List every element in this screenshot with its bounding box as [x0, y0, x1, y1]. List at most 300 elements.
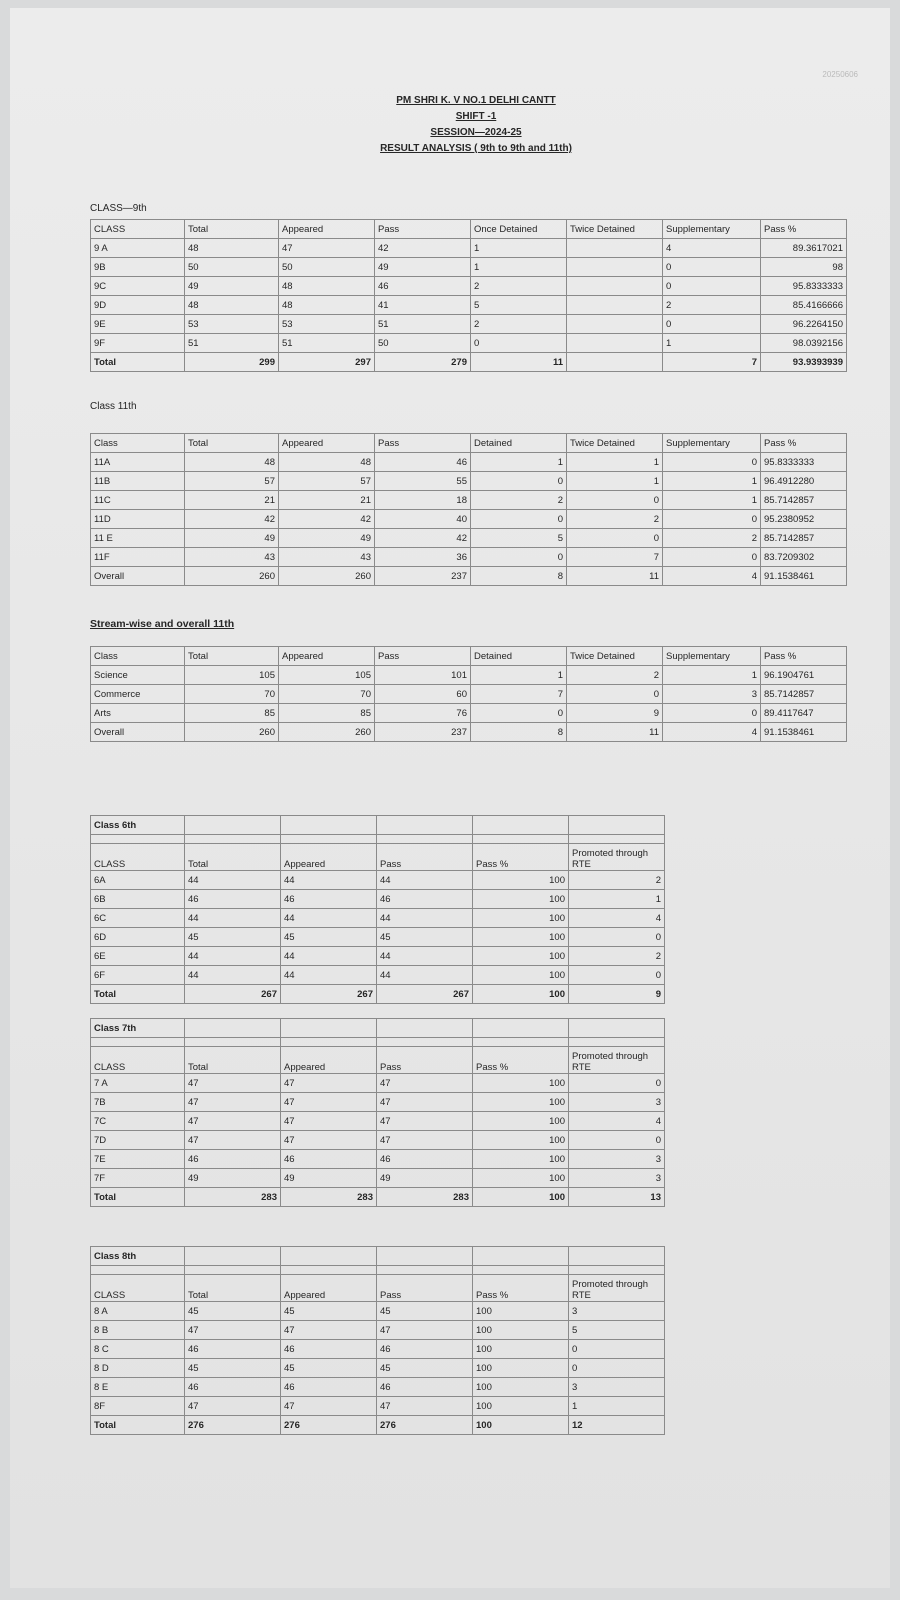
- empty-cell: [569, 835, 665, 844]
- empty-cell: [569, 1019, 665, 1038]
- empty-cell: [281, 1247, 377, 1266]
- table-cell: 57: [279, 472, 375, 491]
- table-row: [91, 1302, 665, 1321]
- table-cell: 6B: [91, 890, 185, 909]
- table-row: [91, 1359, 665, 1378]
- column-header: CLASS: [91, 1047, 185, 1074]
- class11-table: [90, 433, 847, 586]
- table-row: [91, 453, 847, 472]
- class7-table: [90, 1018, 665, 1207]
- column-header: Pass: [375, 647, 471, 666]
- table-cell: 7D: [91, 1131, 185, 1150]
- stream-section: [90, 618, 847, 742]
- table-cell: 89.4117647: [761, 704, 847, 723]
- table-cell: 46: [377, 890, 473, 909]
- table-row: [91, 1378, 665, 1397]
- table-cell: 47: [377, 1321, 473, 1340]
- table-cell: 46: [375, 453, 471, 472]
- table-cell: 46: [281, 1378, 377, 1397]
- empty-cell: [473, 1019, 569, 1038]
- table-cell: 89.3617021: [761, 239, 847, 258]
- total-cell: 100: [473, 1188, 569, 1207]
- table-cell: 11B: [91, 472, 185, 491]
- table-cell: 100: [473, 1112, 569, 1131]
- table-cell: 48: [279, 296, 375, 315]
- column-header: Twice Detained: [567, 220, 663, 239]
- table-cell: 8 C: [91, 1340, 185, 1359]
- table-cell: 70: [279, 685, 375, 704]
- table-cell: 47: [185, 1093, 281, 1112]
- table-row: [91, 723, 847, 742]
- total-cell: 283: [185, 1188, 281, 1207]
- column-header: Pass %: [473, 844, 569, 871]
- table-cell: 0: [567, 529, 663, 548]
- table-cell: 42: [375, 239, 471, 258]
- spacer-row: [91, 1038, 665, 1047]
- table-cell: 260: [279, 567, 375, 586]
- total-row: [91, 1416, 665, 1435]
- table-cell: 0: [569, 928, 665, 947]
- caption-row: [91, 1019, 665, 1038]
- table-cell: 51: [279, 334, 375, 353]
- empty-cell: [185, 1019, 281, 1038]
- table-cell: 49: [185, 277, 279, 296]
- table-cell: 46: [281, 890, 377, 909]
- total-cell: 11: [471, 353, 567, 372]
- table-cell: 50: [279, 258, 375, 277]
- table-cell: 6A: [91, 871, 185, 890]
- table-cell: 44: [185, 871, 281, 890]
- table-cell: 49: [281, 1169, 377, 1188]
- table-cell: 50: [185, 258, 279, 277]
- column-header: Total: [185, 434, 279, 453]
- table-row: [91, 1131, 665, 1150]
- empty-cell: [569, 1247, 665, 1266]
- table-row: [91, 1074, 665, 1093]
- table-cell: 1: [471, 453, 567, 472]
- empty-cell: [185, 1247, 281, 1266]
- total-cell: 297: [279, 353, 375, 372]
- table-cell: 9C: [91, 277, 185, 296]
- column-header: Total: [185, 220, 279, 239]
- table-cell: 45: [281, 928, 377, 947]
- table-cell: 11: [567, 567, 663, 586]
- table-cell: 101: [375, 666, 471, 685]
- table-cell: 1: [567, 472, 663, 491]
- table-cell: 3: [569, 1150, 665, 1169]
- table-row: [91, 510, 847, 529]
- column-header: Total: [185, 1275, 281, 1302]
- table-cell: 100: [473, 1321, 569, 1340]
- column-header: Class: [91, 434, 185, 453]
- empty-cell: [185, 1266, 281, 1275]
- total-cell: 267: [281, 985, 377, 1004]
- table-cell: 6E: [91, 947, 185, 966]
- table-cell: 42: [375, 529, 471, 548]
- class9-caption: CLASS—9th: [90, 203, 147, 214]
- table-cell: 3: [569, 1169, 665, 1188]
- table-row: [91, 277, 847, 296]
- table-cell: 45: [377, 928, 473, 947]
- table-cell: Arts: [91, 704, 185, 723]
- table-cell: 1: [663, 334, 761, 353]
- empty-cell: [569, 1038, 665, 1047]
- total-row: [91, 353, 847, 372]
- table-cell: 46: [281, 1340, 377, 1359]
- table-cell: 46: [377, 1378, 473, 1397]
- empty-cell: [377, 1247, 473, 1266]
- spacer-row: [91, 1266, 665, 1275]
- header-row: [91, 434, 847, 453]
- table-cell: 100: [473, 1131, 569, 1150]
- empty-cell: [281, 816, 377, 835]
- table-row: [91, 890, 665, 909]
- table-cell: 11A: [91, 453, 185, 472]
- table-cell: 47: [377, 1112, 473, 1131]
- column-header: Detained: [471, 647, 567, 666]
- table-cell: 8: [471, 567, 567, 586]
- table-row: [91, 1169, 665, 1188]
- class9-table: [90, 219, 847, 372]
- table-cell: 0: [471, 704, 567, 723]
- table-cell: 48: [279, 277, 375, 296]
- total-cell: 276: [281, 1416, 377, 1435]
- table-cell: 47: [185, 1321, 281, 1340]
- total-cell: 100: [473, 1416, 569, 1435]
- table-cell: 85.7142857: [761, 529, 847, 548]
- table-cell: 8 D: [91, 1359, 185, 1378]
- table-cell: 44: [281, 966, 377, 985]
- table-cell: 51: [375, 315, 471, 334]
- table-cell: 100: [473, 1169, 569, 1188]
- table-cell: 1: [471, 239, 567, 258]
- table-cell: 0: [663, 315, 761, 334]
- table-cell: 3: [569, 1302, 665, 1321]
- column-header: Appeared: [281, 1275, 377, 1302]
- table-cell: 9: [567, 704, 663, 723]
- column-header: Total: [185, 647, 279, 666]
- table-cell: [567, 315, 663, 334]
- table-cell: 4: [569, 909, 665, 928]
- table-cell: 18: [375, 491, 471, 510]
- empty-cell: [91, 1038, 185, 1047]
- total-cell: 13: [569, 1188, 665, 1207]
- table-cell: 40: [375, 510, 471, 529]
- header-row: [91, 220, 847, 239]
- table-cell: 21: [185, 491, 279, 510]
- table-cell: Science: [91, 666, 185, 685]
- table-row: [91, 1093, 665, 1112]
- table-row: [91, 704, 847, 723]
- table-cell: 1: [663, 491, 761, 510]
- table-row: [91, 472, 847, 491]
- table-cell: 100: [473, 966, 569, 985]
- table-cell: 44: [377, 966, 473, 985]
- total-cell: 93.9393939: [761, 353, 847, 372]
- table-cell: 1: [569, 890, 665, 909]
- table-cell: 45: [377, 1302, 473, 1321]
- table-cell: 47: [377, 1093, 473, 1112]
- table-cell: 44: [377, 871, 473, 890]
- table-cell: 46: [281, 1150, 377, 1169]
- table-cell: 49: [375, 258, 471, 277]
- empty-cell: [377, 1019, 473, 1038]
- column-header: Once Detained: [471, 220, 567, 239]
- total-cell: Total: [91, 1188, 185, 1207]
- header-row: [91, 647, 847, 666]
- table-cell: 0: [569, 1131, 665, 1150]
- spacer-row: [91, 835, 665, 844]
- table-cell: 0: [569, 966, 665, 985]
- empty-cell: [281, 835, 377, 844]
- table-row: [91, 947, 665, 966]
- table-cell: 260: [279, 723, 375, 742]
- table-cell: 47: [281, 1074, 377, 1093]
- table-cell: 91.1538461: [761, 567, 847, 586]
- table-cell: 260: [185, 567, 279, 586]
- table-cell: [567, 239, 663, 258]
- empty-cell: [185, 1038, 281, 1047]
- table-cell: 47: [377, 1131, 473, 1150]
- table-cell: 5: [569, 1321, 665, 1340]
- table-cell: 96.1904761: [761, 666, 847, 685]
- table-cell: [567, 334, 663, 353]
- column-header: Appeared: [281, 1047, 377, 1074]
- table-cell: 98.0392156: [761, 334, 847, 353]
- table-cell: 2: [567, 510, 663, 529]
- table-cell: 100: [473, 890, 569, 909]
- table-row: [91, 567, 847, 586]
- column-header: Total: [185, 1047, 281, 1074]
- document-header: [90, 93, 900, 157]
- table-cell: 0: [663, 704, 761, 723]
- header-row: [91, 1047, 665, 1074]
- empty-cell: [377, 835, 473, 844]
- table-row: [91, 1150, 665, 1169]
- column-header: Promoted through RTE: [569, 1275, 665, 1302]
- table-cell: 45: [185, 1302, 281, 1321]
- table-row: [91, 1321, 665, 1340]
- table-row: [91, 239, 847, 258]
- table-cell: 60: [375, 685, 471, 704]
- table-cell: 2: [663, 529, 761, 548]
- table-cell: 5: [471, 529, 567, 548]
- table-row: [91, 871, 665, 890]
- column-header: Pass %: [761, 434, 847, 453]
- table-cell: 83.7209302: [761, 548, 847, 567]
- table-cell: 47: [185, 1074, 281, 1093]
- class6-table: [90, 815, 665, 1004]
- empty-cell: [569, 1266, 665, 1275]
- empty-cell: [185, 816, 281, 835]
- empty-cell: [281, 1019, 377, 1038]
- table-cell: 2: [471, 315, 567, 334]
- table-cell: 44: [281, 909, 377, 928]
- table-row: [91, 491, 847, 510]
- empty-cell: [473, 1266, 569, 1275]
- table-cell: 44: [281, 947, 377, 966]
- table-cell: 95.2380952: [761, 510, 847, 529]
- column-header: Promoted through RTE: [569, 1047, 665, 1074]
- table-cell: 47: [185, 1112, 281, 1131]
- column-header: Class: [91, 647, 185, 666]
- table-cell: 96.2264150: [761, 315, 847, 334]
- table-cell: 2: [471, 491, 567, 510]
- table-cell: 47: [377, 1397, 473, 1416]
- column-header: Pass: [375, 220, 471, 239]
- section-caption: Class 6th: [91, 816, 185, 835]
- table-cell: 85: [279, 704, 375, 723]
- total-cell: [567, 353, 663, 372]
- table-cell: 0: [471, 548, 567, 567]
- empty-cell: [377, 1038, 473, 1047]
- table-cell: 6D: [91, 928, 185, 947]
- table-cell: 0: [569, 1359, 665, 1378]
- table-cell: 11C: [91, 491, 185, 510]
- table-cell: 4: [663, 723, 761, 742]
- caption-row: [91, 1247, 665, 1266]
- table-cell: 2: [569, 947, 665, 966]
- table-cell: 11: [567, 723, 663, 742]
- table-cell: 47: [185, 1131, 281, 1150]
- class8-section: [90, 1246, 665, 1435]
- total-cell: 283: [281, 1188, 377, 1207]
- table-cell: 45: [377, 1359, 473, 1378]
- table-cell: 1: [471, 666, 567, 685]
- table-cell: 4: [663, 567, 761, 586]
- column-header: Promoted through RTE: [569, 844, 665, 871]
- column-header: Appeared: [279, 434, 375, 453]
- table-cell: [567, 296, 663, 315]
- table-cell: 100: [473, 1074, 569, 1093]
- table-cell: 44: [185, 909, 281, 928]
- table-cell: 42: [185, 510, 279, 529]
- table-cell: 6F: [91, 966, 185, 985]
- table-cell: 1: [567, 453, 663, 472]
- table-row: [91, 315, 847, 334]
- column-header: Appeared: [279, 647, 375, 666]
- table-cell: 100: [473, 1359, 569, 1378]
- table-cell: 1: [663, 472, 761, 491]
- table-cell: 3: [569, 1093, 665, 1112]
- table-cell: 2: [569, 871, 665, 890]
- total-cell: 279: [375, 353, 471, 372]
- total-cell: Total: [91, 1416, 185, 1435]
- table-cell: 100: [473, 1397, 569, 1416]
- table-cell: 100: [473, 1150, 569, 1169]
- table-cell: 100: [473, 909, 569, 928]
- class8-table: [90, 1246, 665, 1435]
- table-cell: 47: [281, 1321, 377, 1340]
- column-header: Pass %: [761, 647, 847, 666]
- stream-table: [90, 646, 847, 742]
- table-cell: 45: [281, 1302, 377, 1321]
- table-cell: 44: [377, 947, 473, 966]
- table-cell: 6C: [91, 909, 185, 928]
- table-cell: 49: [185, 529, 279, 548]
- table-cell: 0: [663, 510, 761, 529]
- table-cell: 2: [471, 277, 567, 296]
- table-cell: 45: [185, 928, 281, 947]
- table-cell: Commerce: [91, 685, 185, 704]
- table-cell: 95.8333333: [761, 277, 847, 296]
- table-cell: 8: [471, 723, 567, 742]
- table-cell: 46: [185, 1150, 281, 1169]
- table-cell: 2: [663, 296, 761, 315]
- table-cell: 47: [279, 239, 375, 258]
- report-title: RESULT ANALYSIS ( 9th to 9th and 11th): [380, 143, 572, 154]
- total-row: [91, 1188, 665, 1207]
- empty-cell: [377, 1266, 473, 1275]
- table-row: [91, 529, 847, 548]
- table-cell: 7F: [91, 1169, 185, 1188]
- corner-mark: 20250606: [822, 70, 858, 79]
- column-header: Pass %: [473, 1047, 569, 1074]
- table-cell: 53: [185, 315, 279, 334]
- school-name: PM SHRI K. V NO.1 DELHI CANTT: [396, 95, 556, 106]
- total-cell: 7: [663, 353, 761, 372]
- empty-cell: [91, 835, 185, 844]
- section-caption: Class 8th: [91, 1247, 185, 1266]
- table-cell: 0: [567, 491, 663, 510]
- empty-cell: [473, 1038, 569, 1047]
- table-cell: 48: [279, 453, 375, 472]
- total-cell: 9: [569, 985, 665, 1004]
- section-caption: Class 7th: [91, 1019, 185, 1038]
- table-cell: 49: [377, 1169, 473, 1188]
- table-cell: 8 B: [91, 1321, 185, 1340]
- table-cell: 46: [377, 1340, 473, 1359]
- table-cell: 100: [473, 1302, 569, 1321]
- table-cell: 1: [663, 666, 761, 685]
- table-cell: 105: [185, 666, 279, 685]
- column-header: CLASS: [91, 220, 185, 239]
- table-cell: 49: [279, 529, 375, 548]
- table-row: [91, 296, 847, 315]
- total-cell: 276: [185, 1416, 281, 1435]
- table-cell: 100: [473, 1093, 569, 1112]
- total-row: [91, 985, 665, 1004]
- table-cell: 85.7142857: [761, 685, 847, 704]
- table-cell: 0: [663, 548, 761, 567]
- empty-cell: [569, 816, 665, 835]
- empty-cell: [281, 1266, 377, 1275]
- column-header: Appeared: [279, 220, 375, 239]
- table-cell: 98: [761, 258, 847, 277]
- table-row: [91, 1112, 665, 1131]
- total-cell: 299: [185, 353, 279, 372]
- table-cell: 9B: [91, 258, 185, 277]
- empty-cell: [473, 816, 569, 835]
- table-cell: 100: [473, 1378, 569, 1397]
- total-cell: 12: [569, 1416, 665, 1435]
- total-cell: 276: [377, 1416, 473, 1435]
- table-cell: 47: [185, 1397, 281, 1416]
- table-cell: 7E: [91, 1150, 185, 1169]
- column-header: Supplementary: [663, 434, 761, 453]
- table-cell: 70: [185, 685, 279, 704]
- table-cell: 9E: [91, 315, 185, 334]
- table-cell: 0: [569, 1074, 665, 1093]
- class9-section: [90, 203, 847, 372]
- table-row: [91, 685, 847, 704]
- table-cell: 36: [375, 548, 471, 567]
- table-cell: 5: [471, 296, 567, 315]
- column-header: CLASS: [91, 844, 185, 871]
- column-header: Pass %: [761, 220, 847, 239]
- column-header: Pass: [377, 1275, 473, 1302]
- table-cell: 3: [569, 1378, 665, 1397]
